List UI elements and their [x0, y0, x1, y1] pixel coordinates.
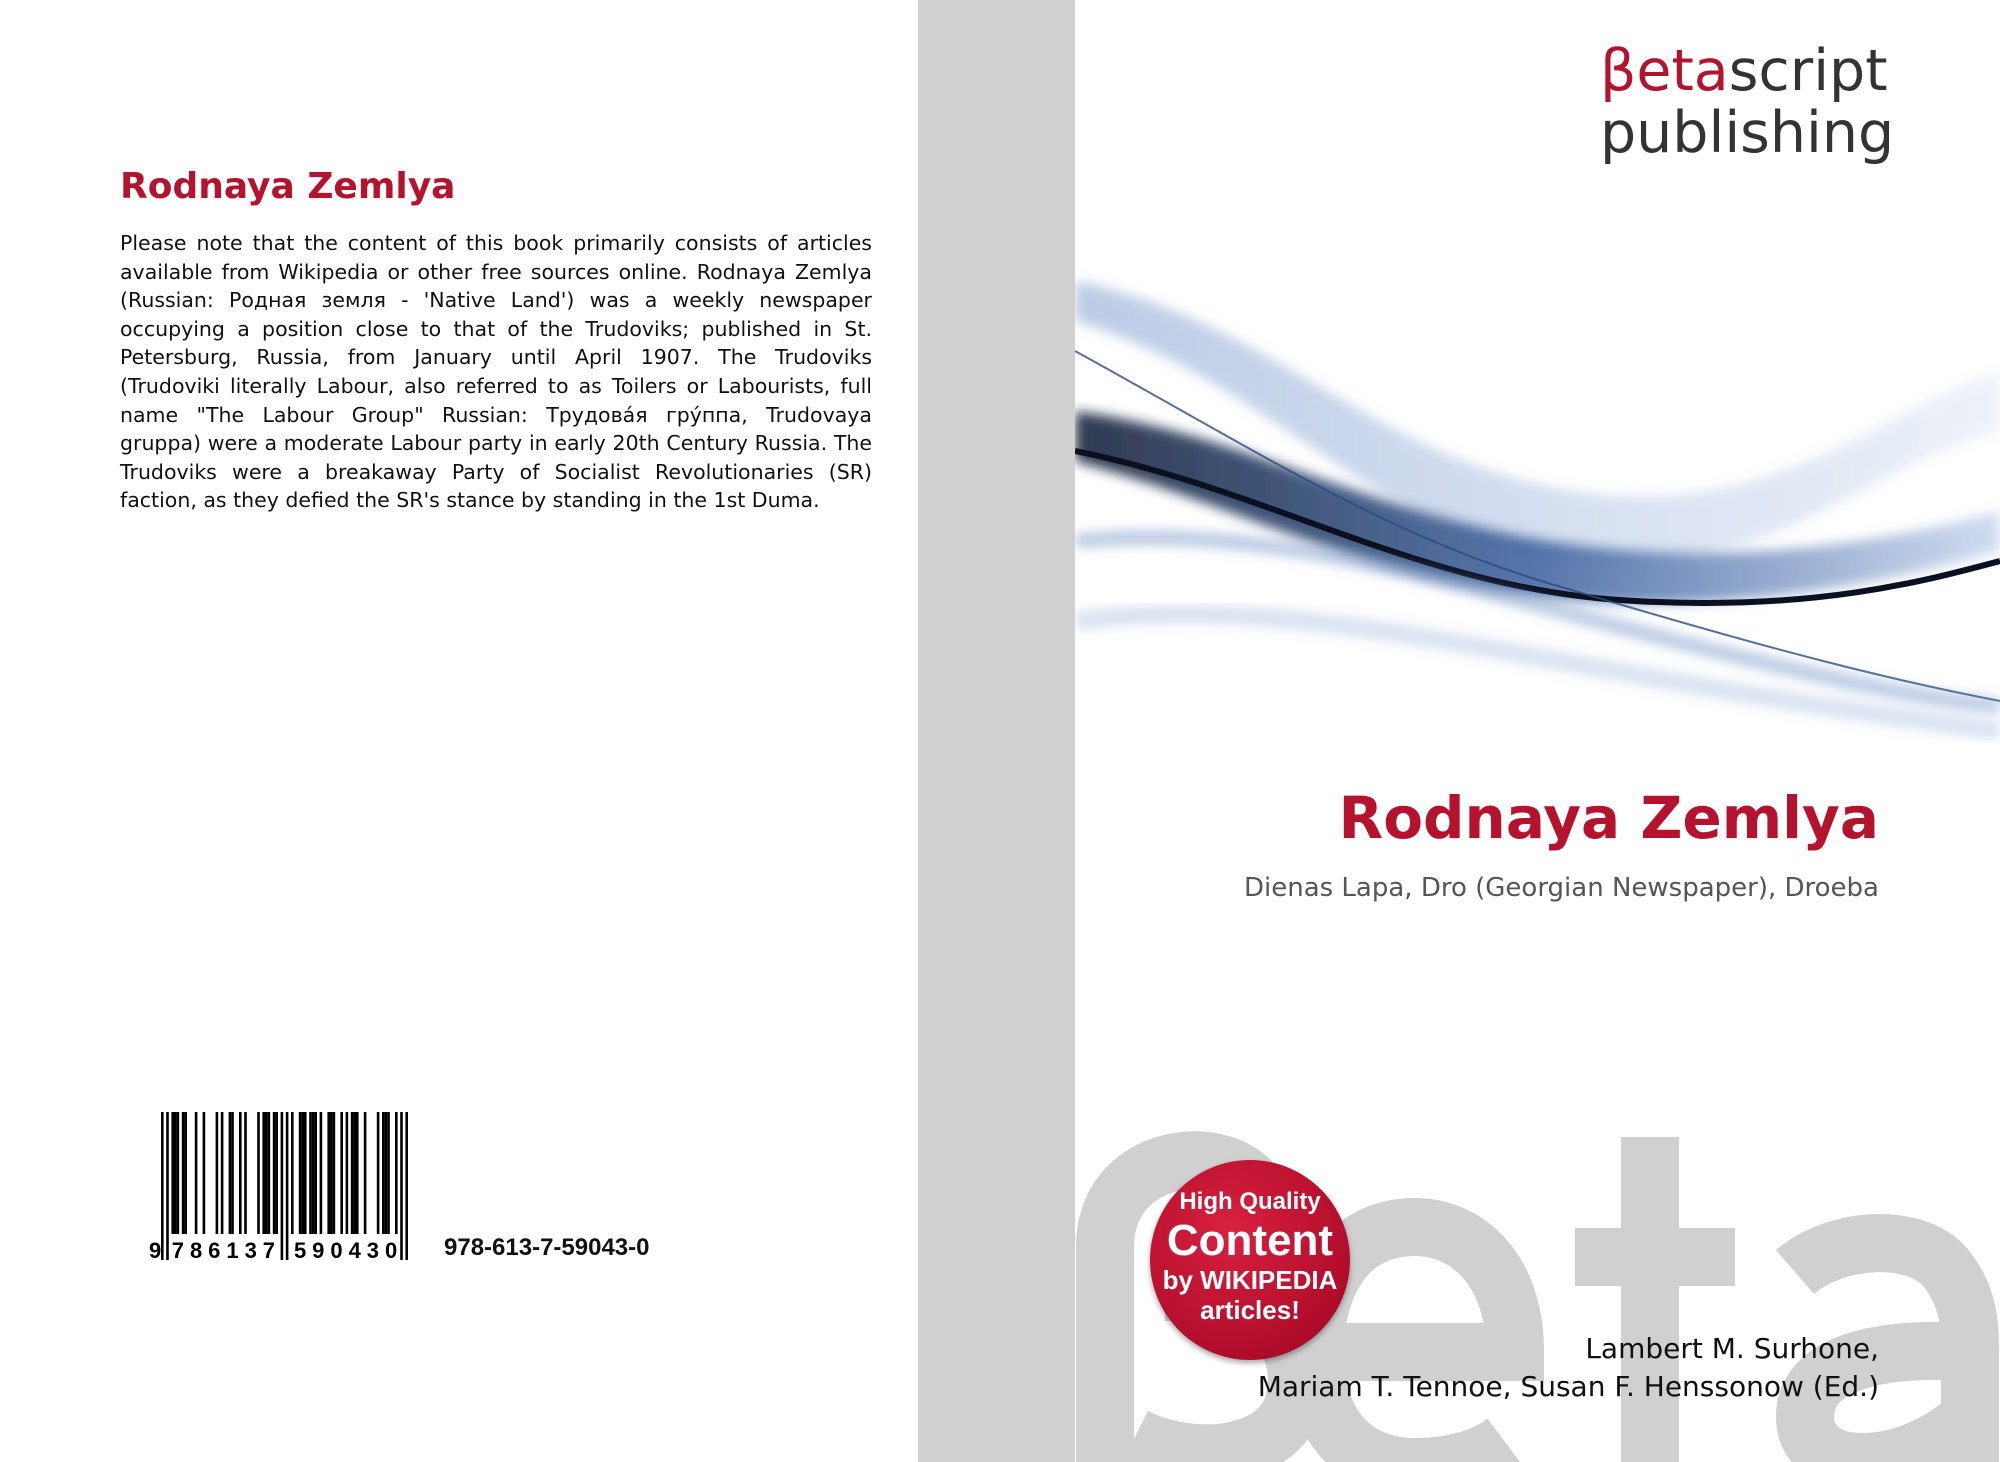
barcode-bar	[265, 1112, 268, 1234]
barcode-bar	[353, 1112, 356, 1234]
front-cover-subtitle: Dienas Lapa, Dro (Georgian Newspaper), Droeba	[1243, 873, 1879, 903]
authors	[1258, 1330, 1879, 1406]
barcode-bar	[184, 1112, 187, 1234]
barcode-digit: 0	[330, 1238, 343, 1262]
barcode-bar	[304, 1112, 307, 1234]
barcode-bar	[262, 1112, 265, 1234]
barcode-digit: 3	[366, 1238, 380, 1262]
barcode-bar	[351, 1112, 354, 1234]
barcode-bar	[312, 1112, 315, 1234]
barcode-bar	[244, 1112, 247, 1234]
barcode-bar	[320, 1112, 323, 1234]
barcode-bar	[364, 1112, 367, 1234]
barcode-bar	[346, 1112, 349, 1234]
badge-line-4: articles!	[1200, 1295, 1300, 1326]
isbn-text: 978-613-7-59043-0	[444, 1234, 650, 1261]
barcode-digit: 7	[262, 1238, 276, 1262]
logo-beta: βeta	[1600, 38, 1729, 104]
barcode-digit: 4	[348, 1238, 361, 1262]
barcode-bar	[291, 1112, 294, 1234]
barcode-bar	[161, 1112, 164, 1260]
barcode-bar	[166, 1112, 169, 1260]
authors-line-2: Mariam T. Tennoe, Susan F. Henssonow (Ed.)	[1257, 1370, 1879, 1403]
barcode-digit: 6	[208, 1238, 221, 1262]
spine-stripe	[918, 0, 1075, 1462]
back-cover-blurb: Please note that the content of this book primarily consists of articles available from Wikipedia or other free sources online. Rodnaya Zemlya (Russian: Родная земля - 'Native Land') was a weekly newspaper occupying a position close to that of the Trudoviks; published in St. Petersburg, Russia, from January until April 1907. The Trudoviks (Trudoviki literally Labour, also referred to as Toilers or Labourists, full name "The Labour Group" Russian: Трудова́я гру́ппа, Trudovaya gruppa) were a moderate Labour party in early 20th Century Russia. The Trudoviks were a breakaway Party of Socialist Revolutionaries (SR) faction, as they defied the SR's stance by standing in the 1st Duma.	[120, 231, 872, 513]
barcode-bar	[301, 1112, 304, 1234]
barcode-bar	[382, 1112, 385, 1234]
watermark-t-glyph	[1575, 1137, 1735, 1462]
barcode-digit: 0	[384, 1238, 398, 1262]
badge-line-3: by WIKIPEDIA	[1162, 1265, 1338, 1296]
barcode-bar	[387, 1112, 390, 1234]
barcode-bar	[203, 1112, 206, 1234]
front-cover-title: Rodnaya Zemlya	[1338, 784, 1879, 852]
barcode-bar	[385, 1112, 388, 1234]
barcode-bar	[314, 1112, 317, 1234]
barcode	[147, 1112, 413, 1262]
cover-wave-image	[1075, 261, 2000, 746]
barcode-bar	[182, 1112, 185, 1234]
badge-line-2: Content	[1166, 1215, 1334, 1265]
barcode-bar	[400, 1112, 403, 1260]
barcode-digit: 8	[189, 1238, 203, 1262]
barcode-digit: 5	[293, 1238, 307, 1262]
barcode-bar	[268, 1112, 271, 1234]
barcode-bar	[309, 1112, 312, 1234]
barcode-bar	[229, 1112, 232, 1234]
barcode-bar	[257, 1112, 260, 1234]
publisher-logo	[1600, 38, 1895, 166]
back-cover-title: Rodnaya Zemlya	[120, 166, 456, 207]
barcode-bar	[221, 1112, 224, 1234]
barcode-digit: 9	[312, 1238, 325, 1262]
barcode-bar	[273, 1112, 276, 1234]
barcode-bar	[356, 1112, 359, 1234]
barcode-bar	[195, 1112, 198, 1234]
barcode-digit: 9	[149, 1238, 162, 1262]
badge-line-1: High Quality	[1179, 1188, 1321, 1215]
logo-publishing: publishing	[1600, 100, 1895, 166]
barcode-bar	[231, 1112, 234, 1234]
barcode-digit: 3	[244, 1238, 257, 1262]
barcode-bar	[340, 1112, 343, 1234]
authors-line-1: Lambert M. Surhone,	[1585, 1332, 1879, 1365]
barcode-bar	[239, 1112, 242, 1234]
barcode-bar	[171, 1112, 174, 1234]
logo-script: script	[1728, 38, 1888, 104]
barcode-bar	[327, 1112, 330, 1234]
barcode-bar	[333, 1112, 336, 1234]
barcode-bar	[299, 1112, 302, 1234]
barcode-bar	[216, 1112, 219, 1234]
barcode-bar	[281, 1112, 284, 1260]
barcode-bar	[286, 1112, 289, 1260]
barcode-bar	[275, 1112, 278, 1234]
barcode-bar	[174, 1112, 177, 1234]
barcode-digit: 1	[226, 1238, 239, 1262]
barcode-bar	[395, 1112, 398, 1234]
barcode-bar	[377, 1112, 380, 1234]
barcode-bar	[405, 1112, 408, 1260]
barcode-bar	[177, 1112, 180, 1234]
barcode-digit: 7	[171, 1238, 185, 1262]
barcode-bar	[330, 1112, 333, 1234]
